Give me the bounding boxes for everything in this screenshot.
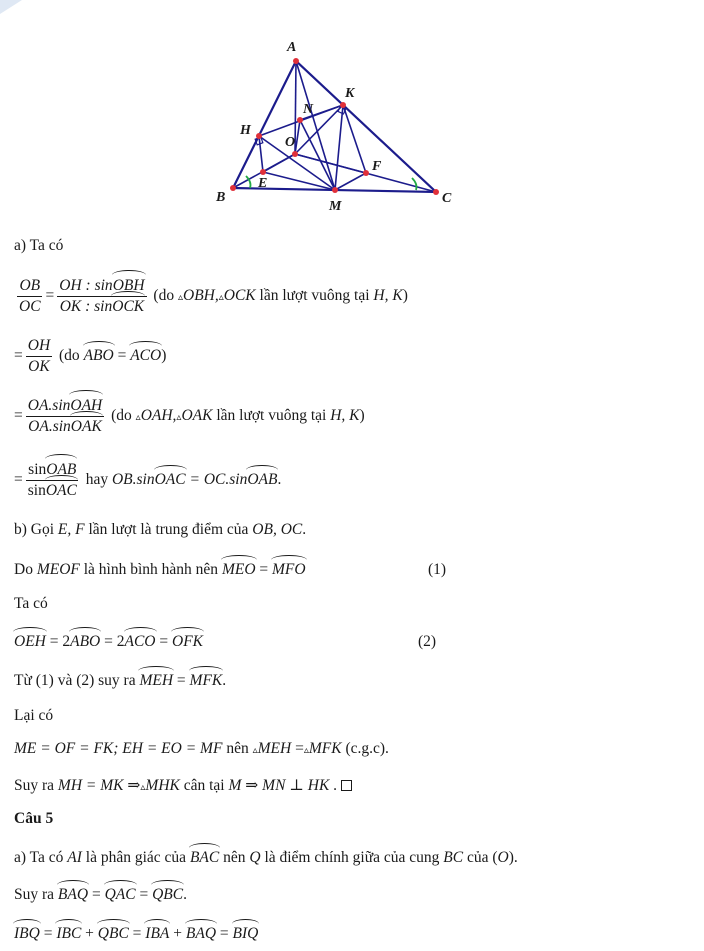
equation-4: = $\frac{\text{sinOAB}}{\text{sinOAC}}$ hay OB.sinOAC = OC.sinOAB. — [14, 461, 282, 499]
cau5-angles-equal: Suy ra BAQ = QAC = QBC. — [14, 886, 187, 903]
qed-box-icon — [341, 780, 352, 791]
part-a-intro: a) Ta có — [14, 237, 64, 254]
equation-tag-2: (2) — [418, 633, 437, 650]
cau5-angle-sum: IBQ = IBC + QBC = IBA + BAQ = BIQ — [14, 925, 259, 942]
ta-co-label: Ta có — [14, 595, 48, 612]
equation-1: $\frac{OB}{OC}$ = $\frac{\text{OH : sinOBH}}{\text{OK : sinOCK}}$ (do ▵OBH,▵OCK lần lượt vuông tại H, K) — [19, 277, 408, 315]
geometry-figure — [205, 35, 460, 215]
label-M: M — [329, 199, 342, 214]
label-N: N — [303, 102, 314, 117]
label-H: H — [240, 123, 251, 138]
part-b-intro: b) Gọi E, F lần lượt là trung điểm của OB, OC. — [14, 521, 307, 538]
label-B: B — [216, 190, 226, 205]
label-C: C — [442, 191, 452, 206]
lai-co-label: Lại có — [14, 707, 54, 724]
label-O: O — [285, 135, 296, 150]
label-F: F — [372, 159, 382, 174]
section-heading-cau-5: Câu 5 — [14, 810, 54, 827]
equation-3: = $\frac{\text{OA.sinOAH}}{\text{OA.sinOAK}}$ (do ▵OAH,▵OAK lần lượt vuông tại H, K) — [14, 397, 365, 435]
corner-decoration — [0, 0, 24, 24]
conclusion-perpendicular: Suy ra MH = MK ⇒▵MHK cân tại M ⇒ MN ⊥ HK . — [14, 776, 352, 795]
label-K: K — [345, 86, 355, 101]
equation-5: OEH = 2ABO = 2ACO = OFK — [14, 633, 203, 650]
parallelogram-statement: Do MEOF là hình bình hành nên MEO = MFO — [14, 561, 306, 578]
equation-2: = $\frac{OH}{OK}$ (do ABO = ACO) — [14, 337, 167, 375]
equation-6: ME = OF = FK; EH = EO = MF nên ▵MEH =▵MFK (c.g.c). — [14, 740, 389, 757]
cau5-part-a: a) Ta có AI là phân giác của BAC nên Q là điểm chính giữa của cung BC của (O). — [14, 849, 518, 866]
label-A: A — [287, 40, 297, 55]
equation-tag-1: (1) — [428, 561, 447, 578]
label-E: E — [258, 176, 268, 191]
conclusion-angles: Từ (1) và (2) suy ra MEH = MFK. — [14, 672, 227, 689]
